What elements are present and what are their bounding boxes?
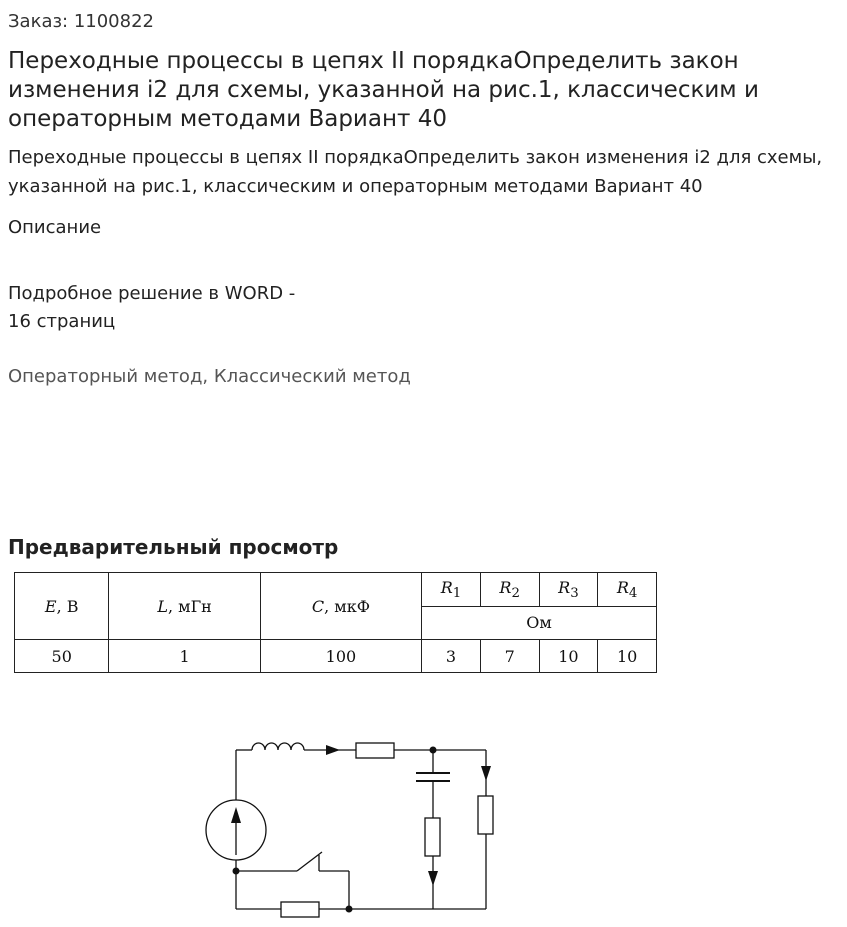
current-arrow-icon (326, 745, 340, 755)
current-arrow-icon (481, 766, 491, 781)
circuit-diagram (200, 735, 500, 920)
description-line: 16 страниц (8, 311, 116, 332)
description-line: Подробное решение в WORD - (8, 283, 296, 304)
description-heading: Описание (8, 217, 102, 238)
value-l: 1 (109, 640, 260, 673)
resistor-r3-icon (478, 796, 493, 834)
value-c: 100 (260, 640, 421, 673)
junction-dot (346, 906, 353, 913)
preview-heading: Предварительный просмотр (8, 535, 339, 559)
switch-icon (297, 852, 322, 871)
header-e: E, В (15, 573, 109, 640)
resistor-r1-icon (356, 743, 394, 758)
page-title: Переходные процессы в цепях II порядкаОпределить закон изменения i2 для схемы, указанной на рис.1, классическим и операторным методами Вариант 40 (8, 48, 759, 132)
category-tags[interactable]: Операторный метод, Классический метод (8, 366, 411, 387)
header-resistance-unit: Ом (422, 606, 657, 640)
current-arrow-icon (428, 871, 438, 886)
header-r2: $R_2$ (480, 573, 539, 607)
order-number: Заказ: 1100822 (8, 11, 154, 32)
table-row (15, 640, 657, 673)
header-r3: $R_3$ (539, 573, 598, 607)
header-l: L, мГн (109, 573, 260, 640)
inductor-icon (252, 743, 304, 750)
resistor-r4-icon (281, 902, 319, 917)
value-r4: 10 (598, 640, 657, 673)
header-r4: $R_4$ (598, 573, 657, 607)
value-r3: 10 (539, 640, 598, 673)
value-r2: 7 (480, 640, 539, 673)
header-r1: $R_1$ (422, 573, 481, 607)
resistor-r2-icon (425, 818, 440, 856)
value-r1: 3 (422, 640, 481, 673)
page-subtitle: Переходные процессы в цепях II порядкаОпределить закон изменения i2 для схемы, указанной на рис.1, классическим и операторным методами Вариант 40 (8, 147, 823, 197)
header-c: C, мкФ (260, 573, 421, 640)
description-body (8, 280, 295, 336)
parameters-table (14, 572, 657, 673)
value-e: 50 (15, 640, 109, 673)
